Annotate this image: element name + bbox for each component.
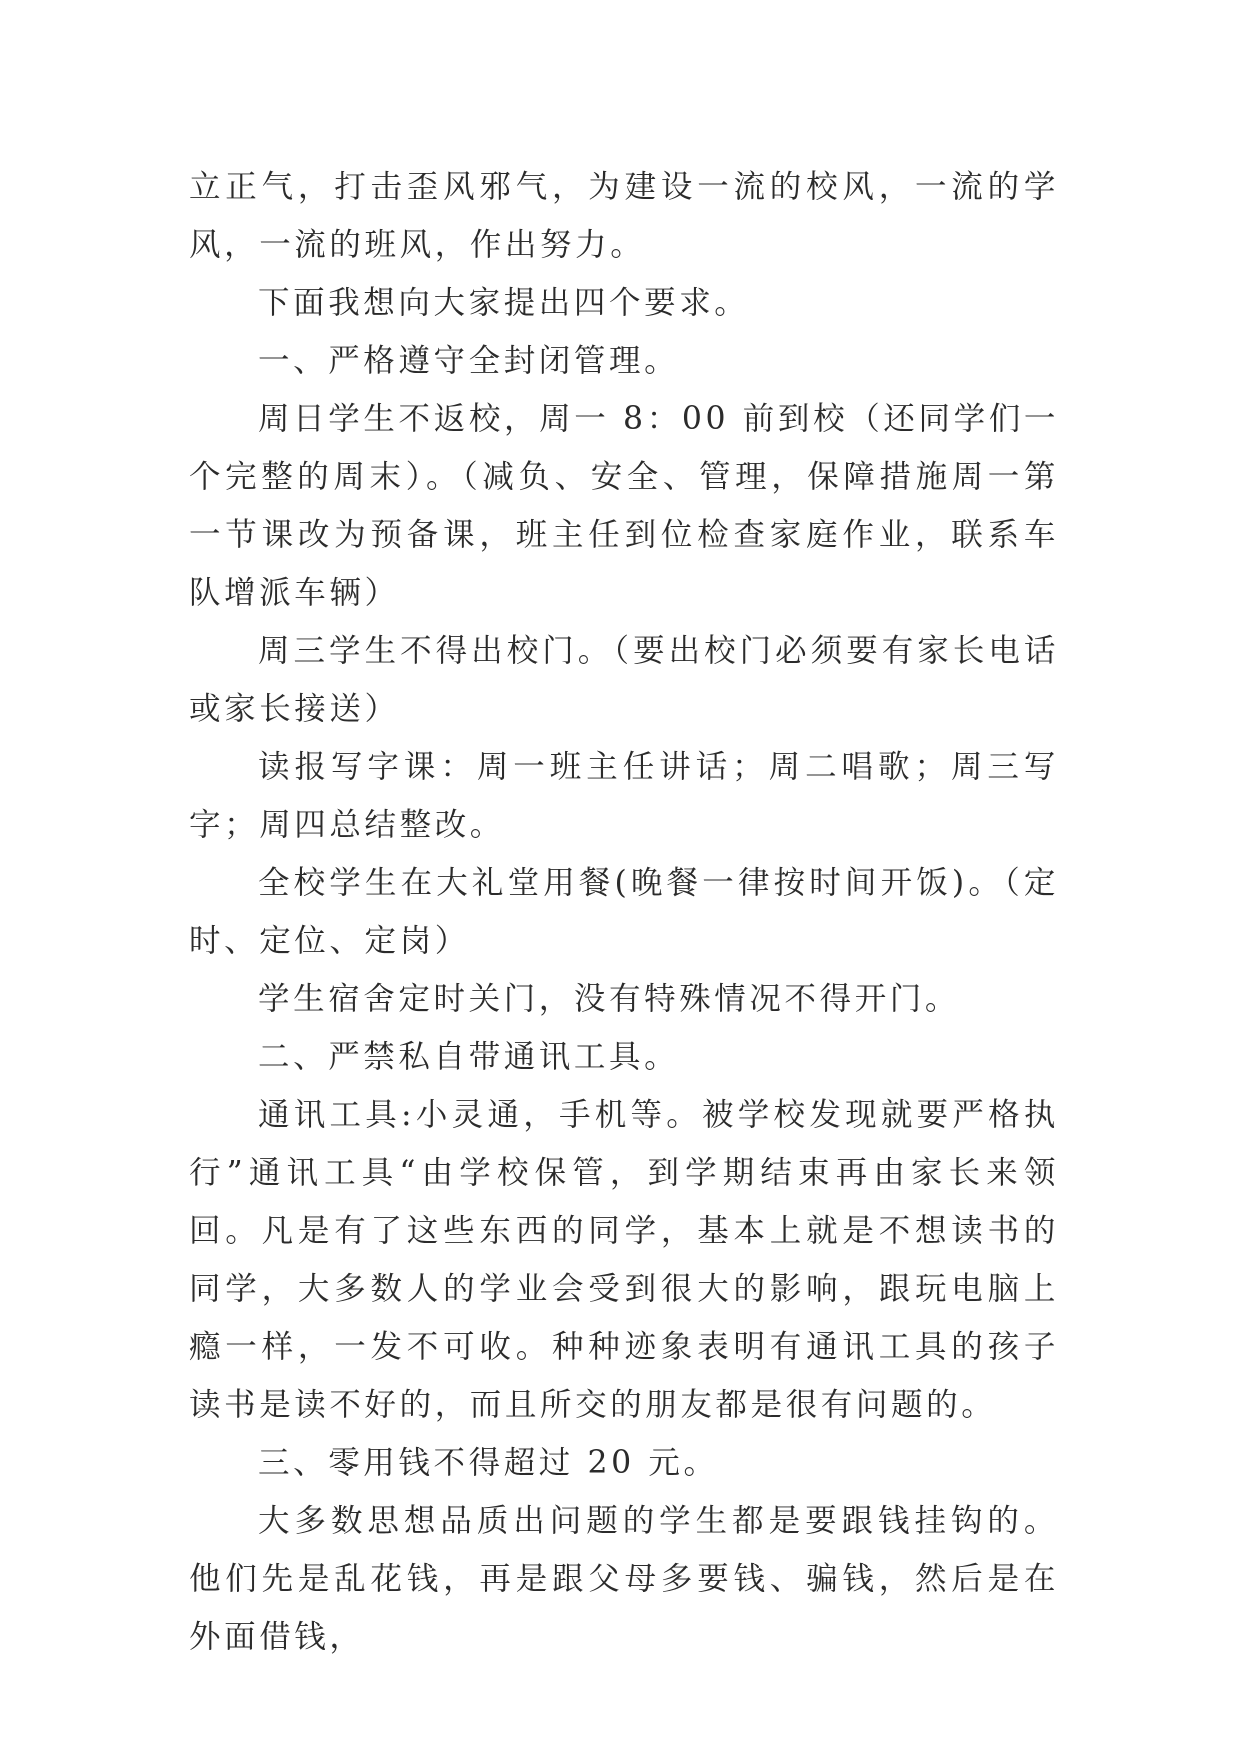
paragraph: 周三学生不得出校门。（要出校门必须要有家长电话或家长接送） bbox=[189, 633, 1059, 727]
paragraph: 大多数思想品质出问题的学生都是要跟钱挂钩的。他们先是乱花钱，再是跟父母多要钱、骗钱，然后是在外面借钱， bbox=[189, 1503, 1059, 1655]
paragraph: 学生宿舍定时关门，没有特殊情况不得开门。 bbox=[258, 981, 961, 1017]
document-body bbox=[189, 158, 1059, 1666]
paragraph: 全校学生在大礼堂用餐(晚餐一律按时间开饭)。（定时、定位、定岗） bbox=[189, 865, 1059, 959]
paragraph: 立正气，打击歪风邪气，为建设一流的校风，一流的学风，一流的班风，作出努力。 bbox=[189, 169, 1059, 263]
paragraph: 周日学生不返校，周一 8：00 前到校（还同学们一个完整的周末）。（减负、安全、管理，保障措施周一第一节课改为预备课，班主任到位检查家庭作业，联系车队增派车辆） bbox=[189, 401, 1059, 611]
paragraph: 下面我想向大家提出四个要求。 bbox=[258, 285, 750, 321]
paragraph: 读报写字课：周一班主任讲话；周二唱歌；周三写字；周四总结整改。 bbox=[189, 749, 1059, 843]
section-heading: 二、严禁私自带通讯工具。 bbox=[258, 1039, 680, 1075]
section-heading: 三、零用钱不得超过 20 元。 bbox=[258, 1445, 719, 1481]
section-heading: 一、严格遵守全封闭管理。 bbox=[258, 343, 680, 379]
paragraph: 通讯工具:小灵通，手机等。被学校发现就要严格执行”通讯工具“由学校保管，到学期结束再由家长来领回。凡是有了这些东西的同学，基本上就是不想读书的同学，大多数人的学业会受到很大的影响，跟玩电脑上瘾一样，一发不可收。种种迹象表明有通讯工具的孩子读书是读不好的，而且所交的朋友都是很有问题的。 bbox=[189, 1097, 1059, 1423]
